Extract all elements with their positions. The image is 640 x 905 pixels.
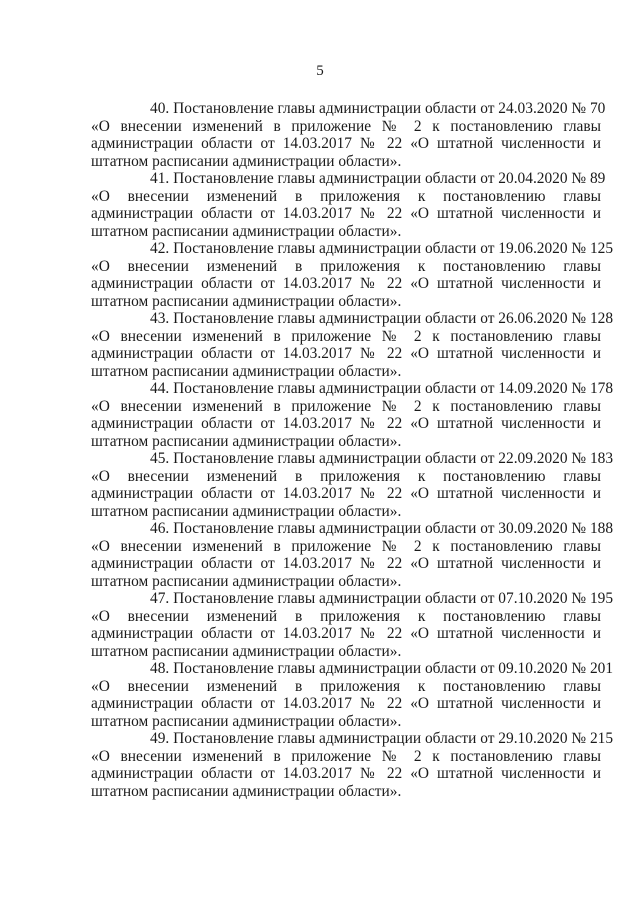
- item-line: «О внесении изменений в приложение № 2 к постановлению главы: [91, 747, 601, 765]
- item-line: 45. Постановление главы администрации области от 22.09.2020 № 183: [150, 450, 614, 467]
- item-line: штатном расписании администрации области».: [91, 362, 402, 380]
- item-line: администрации области от 14.03.2017 № 22 «О штатной численности и: [91, 345, 601, 362]
- item-line: штатном расписании администрации области».: [91, 432, 402, 450]
- item-line: администрации области от 14.03.2017 № 22 «О штатной численности и: [91, 415, 601, 432]
- list-item: [91, 590, 614, 660]
- item-line: 41. Постановление главы администрации области от 20.04.2020 № 89: [150, 170, 606, 187]
- item-line: «О внесении изменений в приложение № 2 к постановлению главы: [91, 397, 601, 415]
- item-line: администрации области от 14.03.2017 № 22 «О штатной численности и: [91, 275, 601, 292]
- item-line: штатном расписании администрации области».: [91, 572, 402, 590]
- list-item: [91, 380, 614, 450]
- item-line: 47. Постановление главы администрации области от 07.10.2020 № 195: [150, 590, 614, 607]
- item-line: 46. Постановление главы администрации области от 30.09.2020 № 188: [150, 520, 614, 537]
- item-line: 44. Постановление главы администрации области от 14.09.2020 № 178: [150, 380, 614, 397]
- item-line: «О внесении изменений в приложения к постановлению главы: [91, 677, 601, 695]
- list-item: [91, 730, 614, 800]
- item-line: «О внесении изменений в приложение № 2 к постановлению главы: [91, 327, 601, 345]
- item-line: штатном расписании администрации области».: [91, 642, 402, 660]
- item-line: администрации области от 14.03.2017 № 22 «О штатной численности и: [91, 205, 601, 222]
- item-line: «О внесении изменений в приложения к постановлению главы: [91, 467, 601, 485]
- item-line: штатном расписании администрации области».: [91, 782, 402, 800]
- item-line: штатном расписании администрации области».: [91, 292, 402, 310]
- page-number: 5: [316, 63, 324, 79]
- list-item: [91, 450, 614, 520]
- item-line: администрации области от 14.03.2017 № 22 «О штатной численности и: [91, 765, 601, 782]
- item-line: штатном расписании администрации области».: [91, 222, 402, 240]
- item-line: штатном расписании администрации области».: [91, 502, 402, 520]
- list-item: [91, 240, 614, 310]
- item-line: 48. Постановление главы администрации области от 09.10.2020 № 201: [150, 660, 614, 677]
- item-line: штатном расписании администрации области».: [91, 152, 402, 170]
- list-item: [91, 660, 614, 730]
- list-item: [91, 520, 614, 590]
- item-line: 43. Постановление главы администрации области от 26.06.2020 № 128: [150, 310, 614, 327]
- item-line: «О внесении изменений в приложение № 2 к постановлению главы: [91, 537, 601, 555]
- list-item: [91, 170, 606, 240]
- item-line: «О внесении изменений в приложение № 2 к постановлению главы: [91, 117, 601, 135]
- item-line: администрации области от 14.03.2017 № 22 «О штатной численности и: [91, 695, 601, 712]
- item-line: штатном расписании администрации области».: [91, 712, 402, 730]
- item-line: администрации области от 14.03.2017 № 22 «О штатной численности и: [91, 485, 601, 502]
- item-line: администрации области от 14.03.2017 № 22 «О штатной численности и: [91, 625, 601, 642]
- item-line: «О внесении изменений в приложения к постановлению главы: [91, 187, 601, 205]
- item-line: 40. Постановление главы администрации области от 24.03.2020 № 70: [150, 100, 606, 117]
- list-item: [91, 100, 606, 170]
- item-line: администрации области от 14.03.2017 № 22 «О штатной численности и: [91, 555, 601, 572]
- item-line: «О внесении изменений в приложения к постановлению главы: [91, 257, 601, 275]
- list-item: [91, 310, 614, 380]
- item-line: «О внесении изменений в приложения к постановлению главы: [91, 607, 601, 625]
- item-line: администрации области от 14.03.2017 № 22 «О штатной численности и: [91, 135, 601, 152]
- document-list: [91, 100, 614, 800]
- item-line: 42. Постановление главы администрации области от 19.06.2020 № 125: [150, 240, 614, 257]
- item-line: 49. Постановление главы администрации области от 29.10.2020 № 215: [150, 730, 614, 747]
